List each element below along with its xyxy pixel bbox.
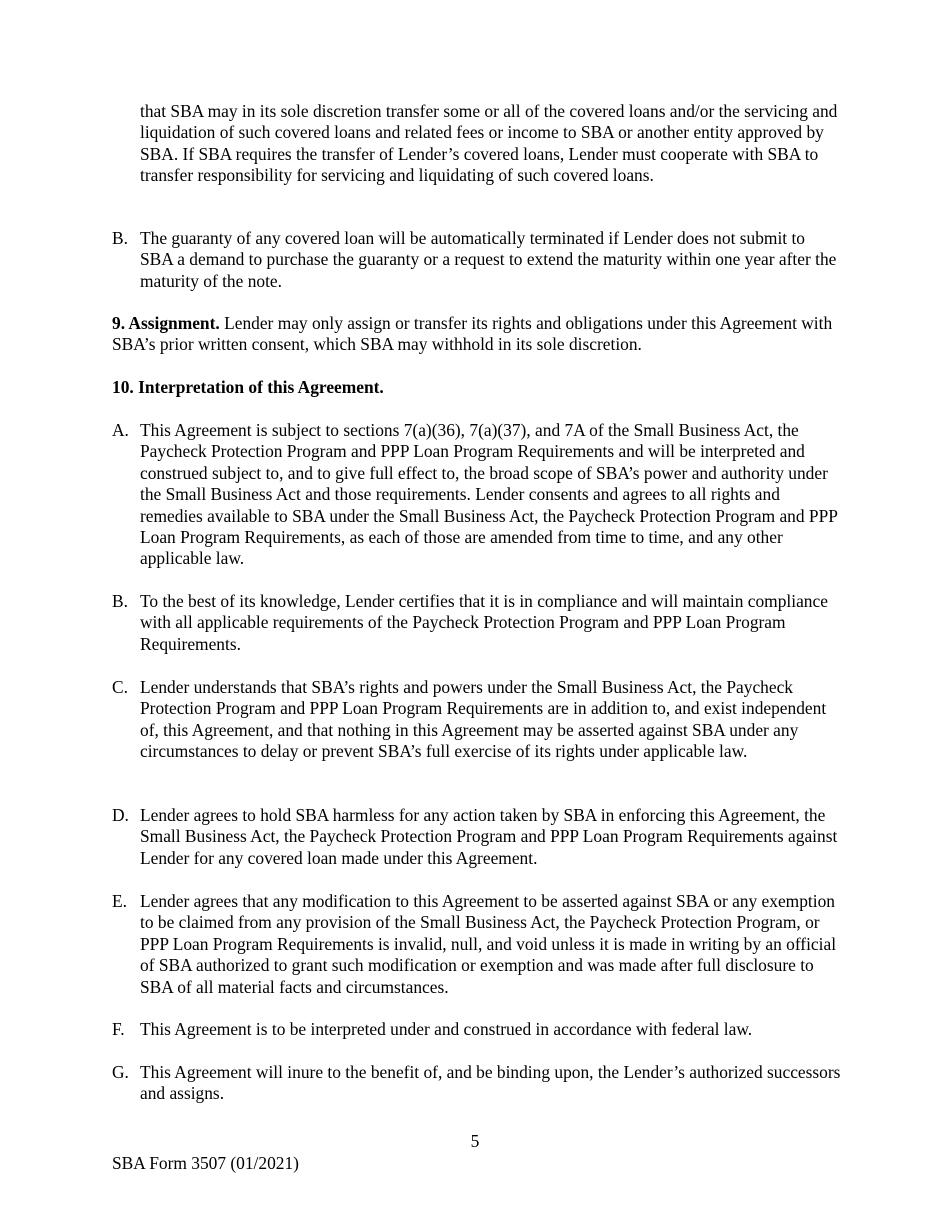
- section10-item-c-text: Lender understands that SBA’s rights and powers under the Small Business Act, the Paycheck Protection Program and PPP Loan Program Requirements are in addition to, and exist independent of, this Agreement, and that nothing in this Agreement may be asserted against SBA under any circumstances to delay or prevent SBA’s full exercise of its rights under applicable law.: [140, 677, 827, 762]
- section10-item-b-label: B.: [112, 591, 128, 611]
- section10-item-e-text: Lender agrees that any modification to this Agreement to be asserted against SBA or any exemption to be claimed from any provision of the Small Business Act, the Paycheck Protection Program, or PPP Loan Program Requirements is invalid, null, and void unless it is made in writing by an official of SBA authorized to grant such modification or exemption and was made after full disclosure to SBA of all material facts and circumstances.: [140, 891, 837, 997]
- section9-heading: 9. Assignment.: [112, 313, 220, 333]
- section10-item-d-label: D.: [112, 805, 129, 825]
- section10-item-d-text: Lender agrees to hold SBA harmless for any action taken by SBA in enforcing this Agreement, the Small Business Act, the Paycheck Protection Program and PPP Loan Program Requirements against Lender for any covered loan made under this Agreement.: [140, 805, 838, 868]
- section10-item-e-label: E.: [112, 891, 127, 911]
- section10-item-c-label: C.: [112, 677, 128, 697]
- section10-item-f-label: F.: [112, 1019, 125, 1039]
- section9-paragraph: [112, 313, 840, 356]
- section10-item-a-text: This Agreement is subject to sections 7(a)(36), 7(a)(37), and 7A of the Small Business Act, the Paycheck Protection Program and PPP Loan Program Requirements and will be interpreted and construed subject to, and to give full effect to, the broad scope of SBA’s power and authority under the Small Business Act and those requirements. Lender consents and agrees to all rights and remedies available to SBA under the Small Business Act, the Paycheck Protection Program and PPP Loan Program Requirements, as each of those are amended from time to time, and any other applicable law.: [140, 420, 838, 569]
- section10-item-g-label: G.: [112, 1062, 129, 1082]
- section9-text: Lender may only assign or transfer its rights and obligations under this Agreement with SBA’s prior written consent, which SBA may withhold in its sole discretion.: [112, 313, 833, 355]
- section10-item-a-label: A.: [112, 420, 129, 440]
- section10-item-f-text: This Agreement is to be interpreted under and construed in accordance with federal law.: [140, 1019, 753, 1039]
- section10-item-g-text: This Agreement will inure to the benefit of, and be binding upon, the Lender’s authorized successors and assigns.: [140, 1062, 841, 1104]
- page-number: 5: [470, 1131, 480, 1151]
- section10-item-b-text: To the best of its knowledge, Lender certifies that it is in compliance and will maintain compliance with all applicable requirements of the Paycheck Protection Program and PPP Loan Program Requirements.: [140, 591, 828, 654]
- section8-item-b-text: The guaranty of any covered loan will be automatically terminated if Lender does not submit to SBA a demand to purchase the guaranty or a request to extend the maturity within one year after the maturity of the note.: [140, 228, 837, 291]
- section8-item-b-label: B.: [112, 228, 128, 248]
- continuation-paragraph: that SBA may in its sole discretion transfer some or all of the covered loans and/or the servicing and liquidation of such covered loans and related fees or income to SBA or another entity approved by SBA. If SBA requires the transfer of Lender’s covered loans, Lender must cooperate with SBA to transfer responsibility for servicing and liquidating of such covered loans.: [140, 101, 838, 186]
- form-footer: SBA Form 3507 (01/2021): [112, 1153, 299, 1173]
- section10-heading: 10. Interpretation of this Agreement.: [112, 377, 384, 397]
